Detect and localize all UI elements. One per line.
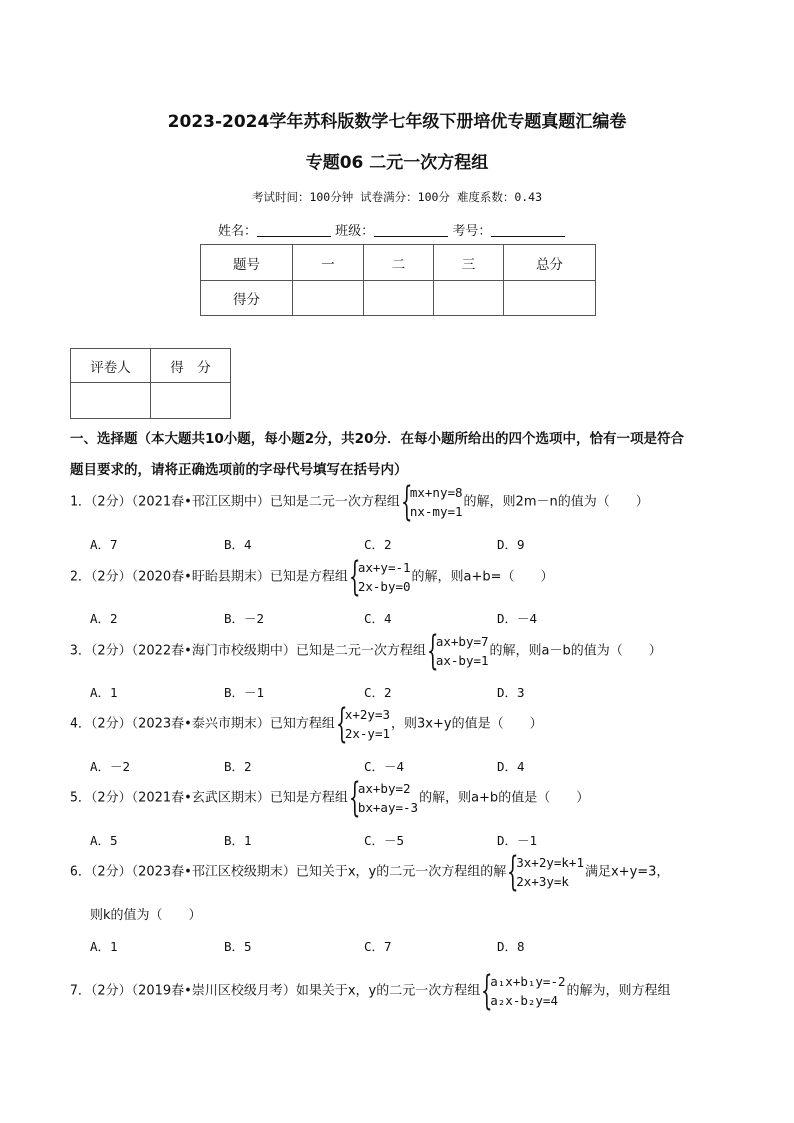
question-number: 6． xyxy=(70,864,91,880)
question-prefix: （2分）（2021春•玄武区期末）已知是方程组 xyxy=(90,790,348,806)
section-heading-line2: 题目要求的，请将正确选项前的字母代号填写在括号内） xyxy=(70,462,408,478)
option-a[interactable]: A．1 xyxy=(90,685,118,700)
question-number: 5． xyxy=(70,790,91,806)
equation-system xyxy=(481,968,566,1014)
brace-icon: { xyxy=(335,701,348,747)
option-b[interactable]: B．2 xyxy=(224,759,252,774)
question-4 xyxy=(70,701,543,747)
option-c[interactable]: C．2 xyxy=(364,685,392,700)
question-number: 1． xyxy=(70,494,91,510)
option-a[interactable]: A．2 xyxy=(90,611,118,626)
id-label: 考号： xyxy=(452,224,492,239)
question-suffix: 的解，则a+b的值是（ ） xyxy=(419,790,590,806)
grader-cell[interactable] xyxy=(71,383,151,419)
question-suffix: 的解，则a－b的值为（ ） xyxy=(489,643,662,659)
question-suffix: 的解，则2m－n的值为（ ） xyxy=(463,494,649,510)
score-row-label: 得分 xyxy=(201,281,293,316)
question-7 xyxy=(70,968,671,1014)
equation-line: a₁x+b₁y=-2 xyxy=(490,974,566,989)
grader-score-label: 得 分 xyxy=(151,349,231,383)
question-prefix: （2分）（2023春•泰兴市期末）已知方程组 xyxy=(90,716,335,732)
equation-line: ax+by=7 xyxy=(435,634,489,649)
score-cell[interactable] xyxy=(293,281,364,316)
question-2 xyxy=(70,554,554,600)
class-label: 班级： xyxy=(335,224,375,239)
exam-subtitle: 专题06 二元一次方程组 xyxy=(305,153,489,173)
equation-line: ax+y=-1 xyxy=(357,560,411,575)
option-d[interactable]: D．－4 xyxy=(497,611,538,626)
option-c[interactable]: C．2 xyxy=(364,537,392,552)
equation-line: bx+ay=-3 xyxy=(357,800,419,815)
score-header-cell: 题号 xyxy=(201,245,293,281)
score-header-cell: 二 xyxy=(364,245,434,281)
equation-line: 2x-y=1 xyxy=(344,726,391,741)
equation-line: nx-my=1 xyxy=(409,504,463,519)
question-1 xyxy=(70,479,649,525)
option-c[interactable]: C．7 xyxy=(364,939,392,954)
option-d[interactable]: D．8 xyxy=(497,939,525,954)
equation-system xyxy=(348,775,419,821)
score-header-cell: 三 xyxy=(434,245,504,281)
question-prefix: （2分）（2023春•邗江区校级期末）已知关于x，y的二元一次方程组的解 xyxy=(90,864,507,880)
option-d[interactable]: D．3 xyxy=(497,685,525,700)
score-header-cell: 总分 xyxy=(504,245,596,281)
score-cell[interactable] xyxy=(364,281,434,316)
question-suffix: 的解，则a+b=（ ） xyxy=(411,569,554,585)
option-c[interactable]: C．－4 xyxy=(364,759,405,774)
brace-icon: { xyxy=(507,849,519,895)
question-5 xyxy=(70,775,590,821)
option-b[interactable]: B．－2 xyxy=(224,611,265,626)
question-suffix: 的解为，则方程组 xyxy=(566,983,671,999)
grader-cell[interactable] xyxy=(151,383,231,419)
option-a[interactable]: A．1 xyxy=(90,939,118,954)
equation-system xyxy=(426,628,489,674)
question-6-line2: 则k的值为（ ） xyxy=(90,908,202,923)
equation-line: 2x+3y=k xyxy=(516,874,569,889)
option-d[interactable]: D．－1 xyxy=(497,833,538,848)
name-field[interactable] xyxy=(257,223,331,237)
exam-title: 2023-2024学年苏科版数学七年级下册培优专题真题汇编卷 xyxy=(167,112,627,132)
exam-meta: 考试时间：100分钟 试卷满分：100分 难度系数：0.43 xyxy=(251,190,543,204)
question-6 xyxy=(70,849,670,895)
question-prefix: （2分）（2021春•邗江区期中）已知是二元一次方程组 xyxy=(90,494,400,510)
section-heading-line1: 一、选择题（本大题共10小题，每小题2分，共20分．在每小题所给出的四个选项中，恰有一项是符合 xyxy=(70,431,684,447)
brace-icon: { xyxy=(348,775,361,821)
question-number: 4． xyxy=(70,716,91,732)
question-prefix: （2分）（2019春•崇川区校级月考）如果关于x，y的二元一次方程组 xyxy=(90,983,481,999)
equation-system xyxy=(507,849,584,895)
id-field[interactable] xyxy=(491,223,565,237)
question-number: 3． xyxy=(70,643,91,659)
option-c[interactable]: C．－5 xyxy=(364,833,405,848)
score-table xyxy=(200,244,596,316)
question-prefix: （2分）（2020春•盱眙县期末）已知是方程组 xyxy=(90,569,348,585)
equation-line: 2x-by=0 xyxy=(357,579,411,594)
student-info xyxy=(218,220,565,239)
equation-line: a₂x-b₂y=4 xyxy=(490,993,558,1008)
equation-line: ax+by=2 xyxy=(357,781,411,796)
question-suffix: 满足x+y=3， xyxy=(584,864,670,880)
question-prefix: （2分）（2022春•海门市校级期中）已知是二元一次方程组 xyxy=(90,643,426,659)
equation-system xyxy=(335,701,391,747)
equation-system xyxy=(400,479,463,525)
score-header-cell: 一 xyxy=(293,245,364,281)
grader-table xyxy=(70,348,231,419)
brace-icon: { xyxy=(348,554,361,600)
score-cell[interactable] xyxy=(504,281,596,316)
equation-line: x+2y=3 xyxy=(344,707,391,722)
equation-line: 3x+2y=k+1 xyxy=(516,855,584,870)
brace-icon: { xyxy=(400,479,413,525)
option-b[interactable]: B．1 xyxy=(224,833,252,848)
option-a[interactable]: A．－2 xyxy=(90,759,131,774)
question-number: 2． xyxy=(70,569,91,585)
brace-icon: { xyxy=(481,968,493,1014)
equation-line: ax-by=1 xyxy=(435,653,489,668)
option-b[interactable]: B．5 xyxy=(224,939,252,954)
question-suffix: ，则3x+y的值是（ ） xyxy=(391,716,543,732)
equation-line: mx+ny=8 xyxy=(409,485,463,500)
option-d[interactable]: D．4 xyxy=(497,759,525,774)
option-c[interactable]: C．4 xyxy=(364,611,392,626)
equation-system xyxy=(348,554,411,600)
option-d[interactable]: D．9 xyxy=(497,537,525,552)
score-cell[interactable] xyxy=(434,281,504,316)
question-number: 7． xyxy=(70,983,91,999)
name-label: 姓名： xyxy=(218,224,258,239)
grader-label: 评卷人 xyxy=(71,349,151,383)
class-field[interactable] xyxy=(374,223,448,237)
brace-icon: { xyxy=(426,628,439,674)
option-b[interactable]: B．4 xyxy=(224,537,252,552)
option-b[interactable]: B．－1 xyxy=(224,685,265,700)
option-a[interactable]: A．7 xyxy=(90,537,118,552)
question-3 xyxy=(70,628,662,674)
option-a[interactable]: A．5 xyxy=(90,833,118,848)
